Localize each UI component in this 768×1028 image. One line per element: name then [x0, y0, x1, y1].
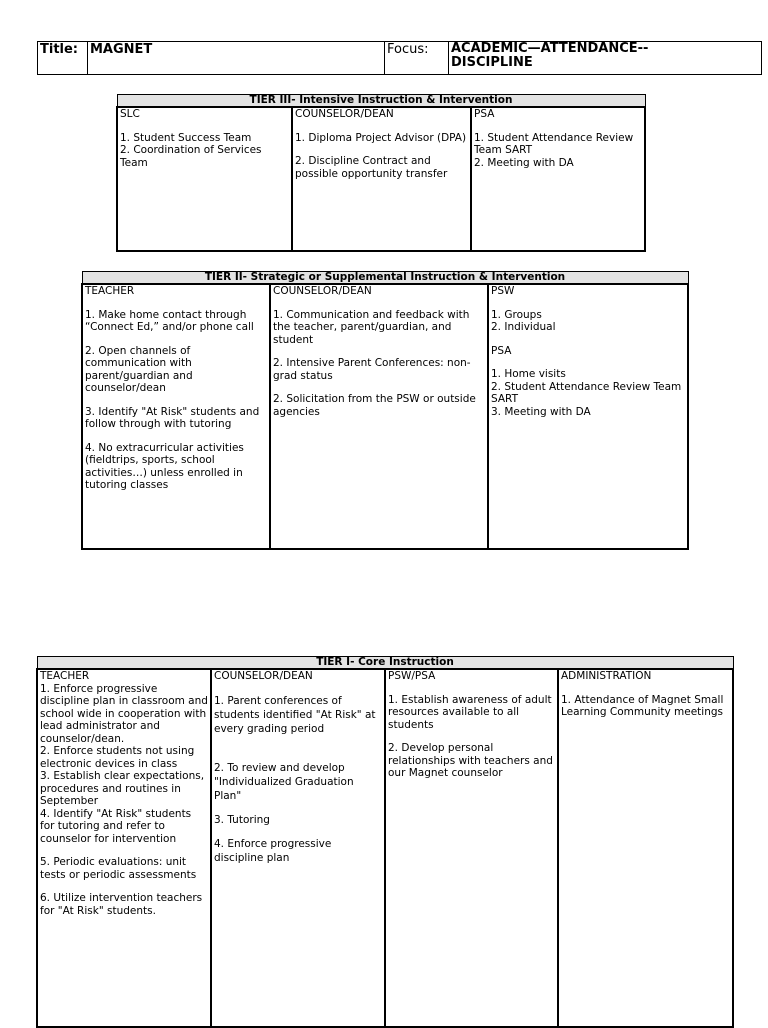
column-header: TEACHER — [85, 285, 135, 297]
tier3-heading: TIER III- Intensive Instruction & Intervention — [117, 95, 645, 108]
focus-label: Focus: — [385, 42, 449, 75]
tier2-column-psw — [488, 284, 688, 549]
list-item: 3. Identify "At Risk" students and follow through with tutoring — [85, 405, 260, 430]
tier2-heading: TIER II- Strategic or Supplemental Instruction & Intervention — [82, 272, 688, 285]
tier1-column-psw-psa — [385, 669, 558, 1027]
focus-value: ACADEMIC—ATTENDANCE-- DISCIPLINE — [449, 42, 762, 75]
column-header: COUNSELOR/DEAN — [295, 108, 394, 120]
tier1-column-teacher — [37, 669, 211, 1027]
column-header: PSW/PSA — [388, 670, 436, 682]
tier1-column-administration — [558, 669, 733, 1027]
column-header: COUNSELOR/DEAN — [214, 670, 313, 682]
sub-header: PSA — [491, 344, 512, 357]
tier1-table — [36, 656, 734, 1028]
list-item: 1. Communication and feedback with the teacher, parent/guardian, and student — [273, 308, 470, 346]
tier3-column-psa — [471, 107, 645, 251]
list-item: 5. Periodic evaluations: unit tests or periodic assessments — [40, 856, 197, 881]
list-item: 1. Student Success Team 2. Coordination of Services Team — [120, 131, 262, 169]
column-header: SLC — [120, 108, 140, 120]
list-item: 1. Establish awareness of adult resources available to all students — [388, 693, 552, 731]
list-item: 1. Parent conferences of students identified "At Risk" at every grading period — [214, 694, 376, 735]
list-item: 2. To review and develop "Individualized Graduation Plan" — [214, 761, 354, 802]
list-item: 6. Utilize intervention teachers for "At Risk" students. — [40, 892, 203, 917]
title-label: Title: — [38, 42, 88, 75]
tier3-table — [116, 94, 646, 252]
tier3-column-counselor-dean — [292, 107, 471, 251]
list-item: 2. Open channels of communication with parent/guardian and counselor/dean — [85, 344, 193, 394]
list-item: 2. Discipline Contract and possible opportunity transfer — [295, 155, 448, 180]
list-item: 2. Solicitation from the PSW or outside agencies — [273, 393, 476, 418]
column-header: PSA — [474, 108, 495, 120]
tier2-column-counselor-dean — [270, 284, 488, 549]
list-item: 1. Diploma Project Advisor (DPA) — [295, 131, 467, 144]
tier1-column-counselor-dean — [211, 669, 385, 1027]
column-header: PSW — [491, 285, 515, 297]
column-header: COUNSELOR/DEAN — [273, 285, 372, 297]
list-item: 4. No extracurricular activities (fieldtrips, sports, school activities…) unless enrolled in tutoring classes — [85, 441, 244, 491]
tier2-table — [81, 271, 689, 550]
list-item: 1. Enforce progressive discipline plan in classroom and school wide in cooperation with lead administrator and counselor/dean. 2. Enforce students not using electronic devices in class 3. Establish clear expectations, procedures and routines in September 4. Identify "At Risk" students for tutoring and refer to counselor for intervention — [40, 682, 208, 845]
title-focus-table — [37, 41, 762, 75]
list-item: 2. Develop personal relationships with teachers and our Magnet counselor — [388, 742, 553, 779]
title-value: MAGNET — [88, 42, 385, 75]
tier3-column-slc — [117, 107, 292, 251]
list-item: 1. Student Attendance Review Team SART 2. Meeting with DA — [474, 131, 634, 169]
list-item: 1. Make home contact through “Connect Ed,” and/or phone call — [85, 308, 254, 333]
column-header: TEACHER — [40, 670, 90, 682]
list-item: 2. Intensive Parent Conferences: non-grad status — [273, 357, 471, 382]
column-header: ADMINISTRATION — [561, 670, 652, 682]
tier2-column-teacher — [82, 284, 270, 549]
list-item: 1. Groups 2. Individual — [491, 308, 556, 333]
list-item: 1. Home visits 2. Student Attendance Review Team SART 3. Meeting with DA — [491, 368, 682, 418]
list-item: 4. Enforce progressive discipline plan — [214, 838, 332, 864]
list-item: 3. Tutoring — [214, 813, 270, 826]
tier1-heading: TIER I- Core Instruction — [37, 657, 733, 670]
list-item: 1. Attendance of Magnet Small Learning Community meetings — [561, 693, 724, 718]
